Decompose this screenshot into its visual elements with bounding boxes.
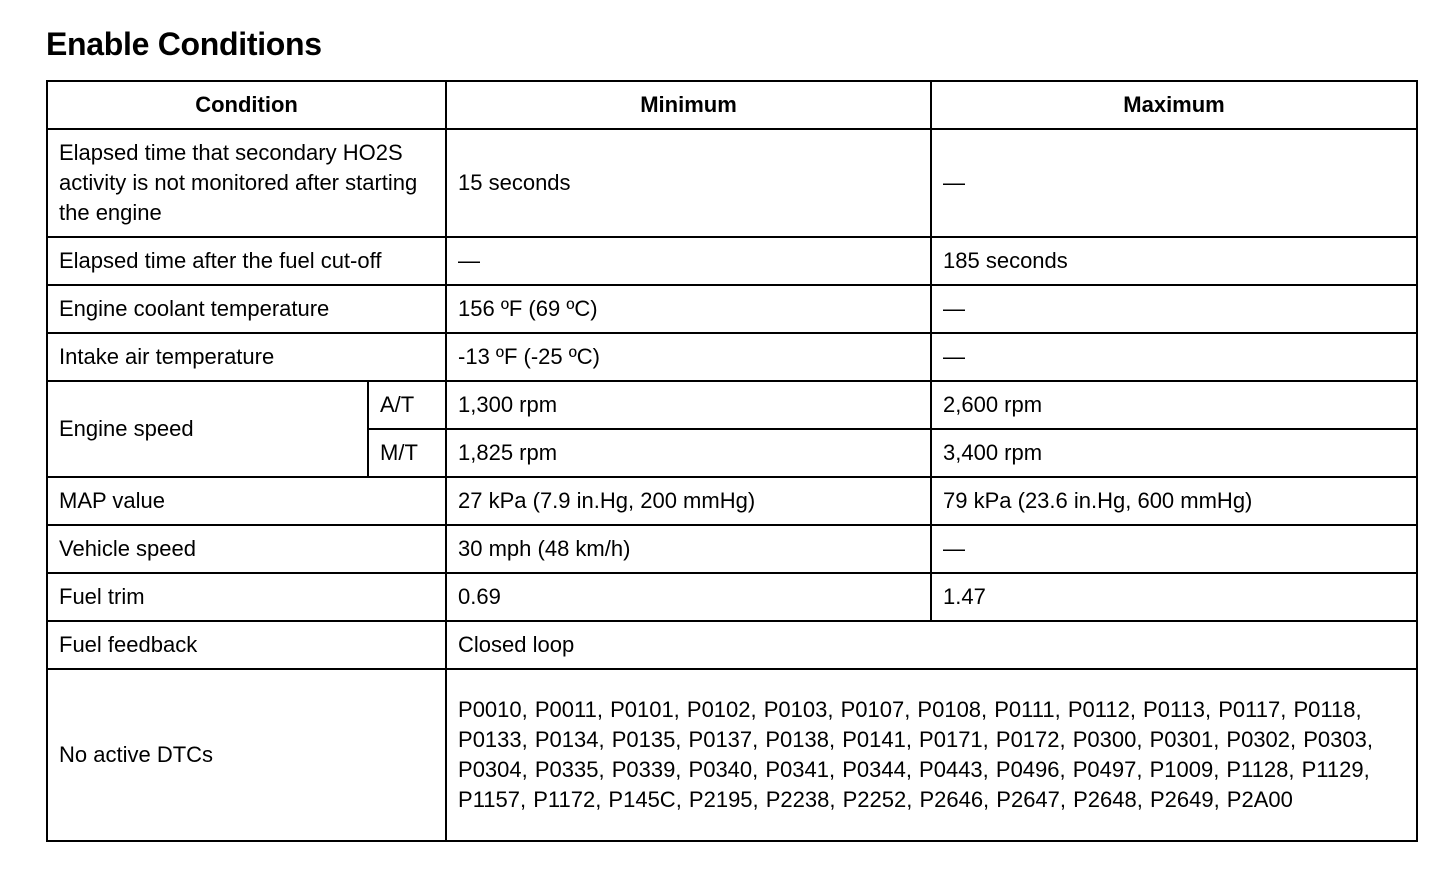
maximum-cell: 1.47	[931, 573, 1417, 621]
table-row	[47, 477, 1417, 525]
condition-cell: Engine speed	[47, 381, 368, 477]
table-row	[47, 285, 1417, 333]
header-minimum: Minimum	[446, 81, 931, 129]
condition-cell: MAP value	[47, 477, 446, 525]
header-maximum: Maximum	[931, 81, 1417, 129]
maximum-cell: 185 seconds	[931, 237, 1417, 285]
minimum-cell: 1,825 rpm	[446, 429, 931, 477]
table-row	[47, 333, 1417, 381]
maximum-cell: —	[931, 333, 1417, 381]
maximum-cell: —	[931, 525, 1417, 573]
minimum-cell: 156 ºF (69 ºC)	[446, 285, 931, 333]
maximum-cell: 79 kPa (23.6 in.Hg, 600 mmHg)	[931, 477, 1417, 525]
minimum-cell: 1,300 rpm	[446, 381, 931, 429]
table-row	[47, 669, 1417, 841]
maximum-cell: —	[931, 285, 1417, 333]
enable-conditions-table	[46, 80, 1418, 842]
condition-cell: Elapsed time that secondary HO2S activity is not monitored after starting the engine	[47, 129, 446, 237]
minimum-cell: 15 seconds	[446, 129, 931, 237]
condition-cell: Intake air temperature	[47, 333, 446, 381]
page-title: Enable Conditions	[46, 26, 322, 62]
minimum-cell: 27 kPa (7.9 in.Hg, 200 mmHg)	[446, 477, 931, 525]
minimum-cell: —	[446, 237, 931, 285]
transmission-type-cell: M/T	[368, 429, 446, 477]
minimum-cell: 30 mph (48 km/h)	[446, 525, 931, 573]
transmission-type-cell: A/T	[368, 381, 446, 429]
maximum-cell: 2,600 rpm	[931, 381, 1417, 429]
maximum-cell: —	[931, 129, 1417, 237]
condition-cell: No active DTCs	[47, 669, 446, 841]
table-header-row	[47, 81, 1417, 129]
value-cell: Closed loop	[446, 621, 1417, 669]
minimum-cell: 0.69	[446, 573, 931, 621]
condition-cell: Engine coolant temperature	[47, 285, 446, 333]
minimum-cell: -13 ºF (-25 ºC)	[446, 333, 931, 381]
dtc-list-cell: P0010, P0011, P0101, P0102, P0103, P0107, P0108, P0111, P0112, P0113, P0117, P0118, P0133, P0134, P0135, P0137, P0138, P0141, P0171, P0172, P0300, P0301, P0302, P0303, P0304, P0335, P0339, P0340, P0341, P0344, P0443, P0496, P0497, P1009, P1128, P1129, P1157, P1172, P145C, P2195, P2238, P2252, P2646, P2647, P2648, P2649, P2A00	[446, 669, 1417, 841]
table-row	[47, 573, 1417, 621]
table-row	[47, 381, 1417, 429]
table-row	[47, 525, 1417, 573]
condition-cell: Fuel feedback	[47, 621, 446, 669]
table-row	[47, 621, 1417, 669]
condition-cell: Elapsed time after the fuel cut-off	[47, 237, 446, 285]
maximum-cell: 3,400 rpm	[931, 429, 1417, 477]
header-condition: Condition	[47, 81, 446, 129]
table-row	[47, 129, 1417, 237]
table-row	[47, 237, 1417, 285]
condition-cell: Fuel trim	[47, 573, 446, 621]
condition-cell: Vehicle speed	[47, 525, 446, 573]
